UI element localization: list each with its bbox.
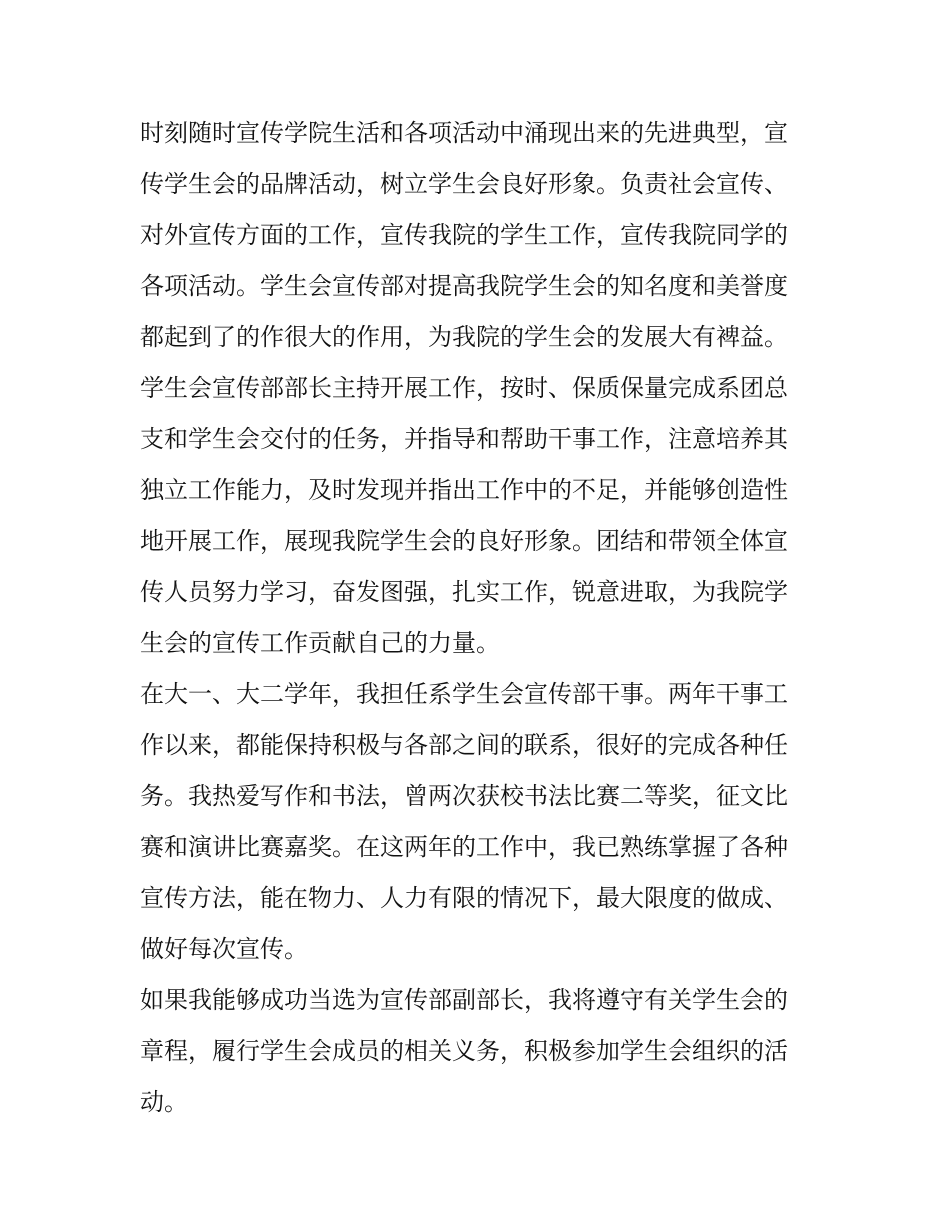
text-line: 宣传方法，能在物力、人力有限的情况下，最大限度的做成、 [140,884,788,912]
text-line: 传人员努力学习，奋发图强，扎实工作，锐意进取，为我院学 [140,578,788,606]
text-line: 如果我能够成功当选为宣传部副部长，我将遵守有关学生会的 [140,986,788,1014]
text-line: 时刻随时宣传学院生活和各项活动中涌现出来的先进典型，宣 [140,119,788,147]
text-line: 生会的宣传工作贡献自己的力量。 [140,629,500,657]
text-line: 动。 [140,1088,188,1116]
text-line: 赛和演讲比赛嘉奖。在这两年的工作中，我已熟练掌握了各种 [140,833,788,861]
text-line: 作以来，都能保持积极与各部之间的联系，很好的完成各种任 [140,731,788,759]
text-line: 独立工作能力，及时发现并指出工作中的不足，并能够创造性 [140,476,788,504]
text-line: 在大一、大二学年，我担任系学生会宣传部干事。两年干事工 [140,680,788,708]
document-page [140,108,820,1128]
text-line: 传学生会的品牌活动，树立学生会良好形象。负责社会宣传、 [140,170,788,198]
text-line: 做好每次宣传。 [140,935,308,963]
text-line: 都起到了的作很大的作用，为我院的学生会的发展大有裨益。 [140,323,788,351]
text-line: 章程，履行学生会成员的相关义务，积极参加学生会组织的活 [140,1037,788,1065]
text-line: 地开展工作，展现我院学生会的良好形象。团结和带领全体宣 [140,527,788,555]
text-line: 务。我热爱写作和书法，曾两次获校书法比赛二等奖，征文比 [140,782,788,810]
text-line: 学生会宣传部部长主持开展工作，按时、保质保量完成系团总 [140,374,788,402]
text-line: 支和学生会交付的任务，并指导和帮助干事工作，注意培养其 [140,425,788,453]
text-line: 对外宣传方面的工作，宣传我院的学生工作，宣传我院同学的 [140,221,788,249]
text-line: 各项活动。学生会宣传部对提高我院学生会的知名度和美誉度 [140,272,788,300]
